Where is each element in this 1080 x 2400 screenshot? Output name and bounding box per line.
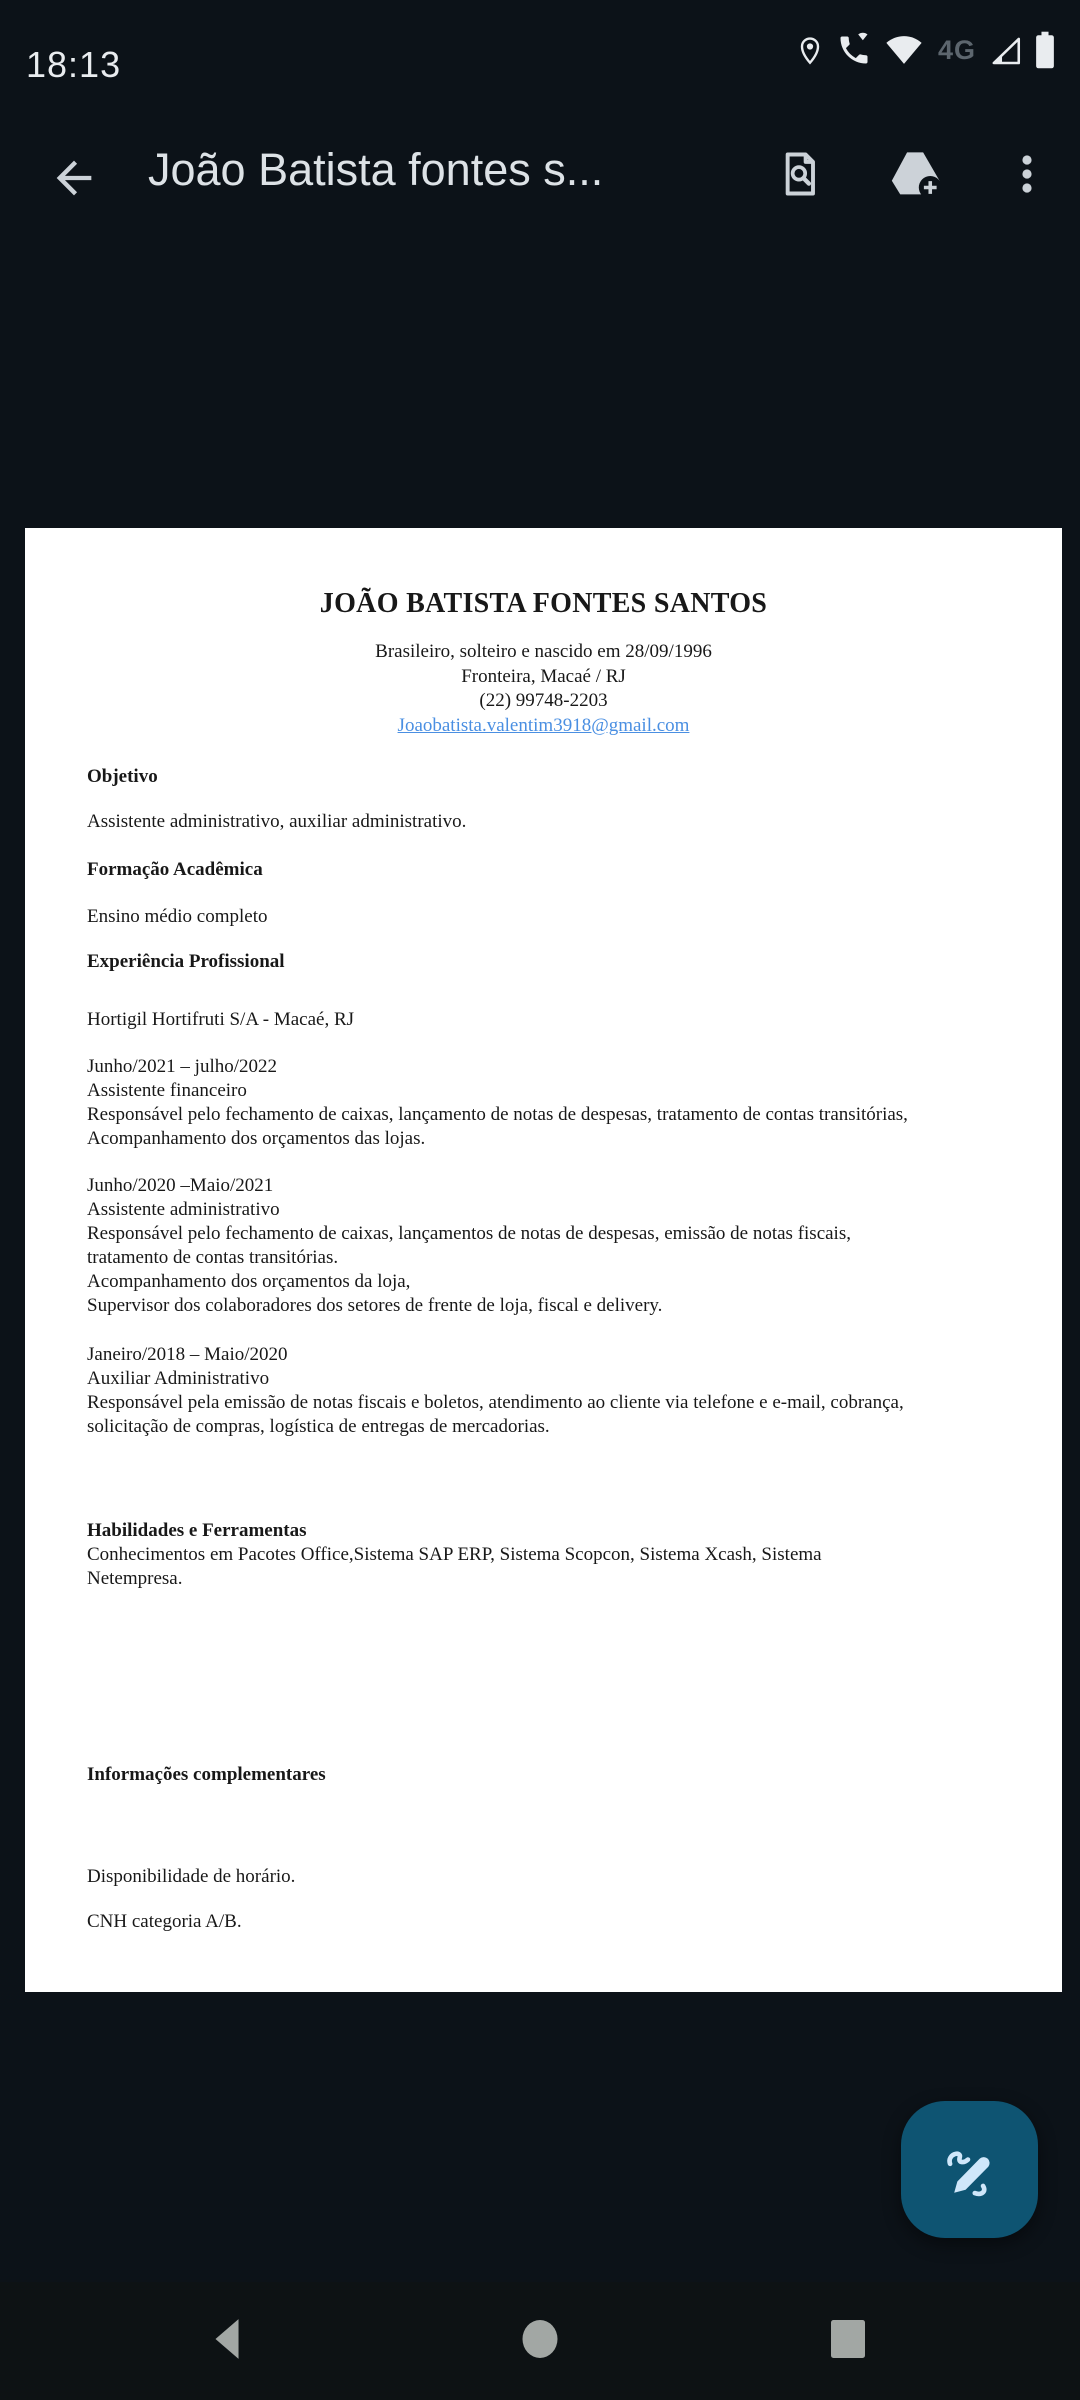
add-to-drive-button[interactable] — [888, 148, 944, 204]
job-role: Assistente financeiro — [87, 1080, 247, 1101]
clock: 18:13 — [26, 44, 122, 85]
section-heading-experiencia: Experiência Profissional — [87, 951, 285, 972]
contact-info — [25, 640, 1062, 738]
network-type-label: 4G — [937, 34, 976, 65]
document-page[interactable] — [25, 528, 1062, 1992]
battery-icon — [1034, 31, 1056, 69]
complementares-line: Disponibilidade de horário. — [87, 1866, 296, 1887]
nav-home-button[interactable] — [480, 2282, 600, 2400]
nav-back-icon — [209, 2317, 245, 2366]
job-role: Auxiliar Administrativo — [87, 1368, 270, 1389]
back-arrow-icon — [48, 191, 100, 208]
section-heading-formacao: Formação Acadêmica — [87, 859, 263, 880]
annotate-fab[interactable] — [901, 2101, 1038, 2238]
job-line: solicitação de compras, logística de entregas de mercadorias. — [87, 1416, 550, 1437]
skills-line: Netempresa. — [87, 1568, 183, 1589]
job-period: Junho/2020 –Maio/2021 — [87, 1175, 274, 1196]
job-line: Responsável pelo fechamento de caixas, lançamentos de notas de despesas, emissão de notas fiscais, — [87, 1223, 851, 1244]
job-line: Supervisor dos colaboradores dos setores de frente de loja, fiscal e delivery. — [87, 1295, 663, 1316]
scribble-pen-icon — [937, 2137, 1003, 2203]
contact-line: (22) 99748-2203 — [479, 690, 608, 711]
job-line: Responsável pelo fechamento de caixas, lançamento de notas de despesas, tratamento de contas transitórias, — [87, 1104, 908, 1125]
job-line: Acompanhamento dos orçamentos das lojas. — [87, 1128, 426, 1149]
contact-line: Fronteira, Macaé / RJ — [461, 665, 626, 687]
contact-line: Brasileiro, solteiro e nascido em 28/09/1996 — [375, 641, 712, 662]
status-icons — [795, 0, 1056, 100]
job-period: Janeiro/2018 – Maio/2020 — [87, 1344, 288, 1365]
job-period: Junho/2021 – julho/2022 — [87, 1056, 278, 1077]
job-entry — [87, 1174, 998, 1318]
formacao-body: Ensino médio completo — [87, 906, 268, 927]
add-to-drive-icon — [888, 148, 944, 205]
section-heading-objetivo: Objetivo — [87, 766, 158, 787]
section-heading-habilidades: Habilidades e Ferramentas — [87, 1520, 307, 1541]
app-bar — [0, 100, 1080, 252]
resume-name-heading: JOÃO BATISTA FONTES SANTOS — [319, 588, 768, 619]
location-icon — [795, 33, 825, 67]
skills-section — [87, 1519, 998, 1591]
company-line: Hortigil Hortifruti S/A - Macaé, RJ — [87, 1009, 355, 1030]
nav-recents-icon — [830, 2319, 866, 2364]
job-entry — [87, 1343, 998, 1439]
objetivo-body: Assistente administrativo, auxiliar administrativo. — [87, 811, 467, 832]
email-link[interactable]: Joaobatista.valentim3918@gmail.com — [397, 714, 690, 736]
nav-back-button[interactable] — [167, 2282, 287, 2400]
status-bar — [0, 0, 1080, 100]
system-navigation-bar — [0, 2282, 1080, 2400]
wifi-icon — [883, 33, 925, 67]
nav-recents-button[interactable] — [788, 2282, 908, 2400]
job-line: Responsável pela emissão de notas fiscais e boletos, atendimento ao cliente via telefone e e-mail, cobrança, — [87, 1392, 904, 1413]
find-in-document-button[interactable] — [772, 148, 828, 204]
document-title-bar: João Batista fontes s... — [148, 144, 604, 195]
find-in-document-icon — [774, 148, 826, 205]
complementares-line: CNH categoria A/B. — [87, 1911, 242, 1932]
signal-icon — [989, 33, 1023, 67]
section-heading-complementares: Informações complementares — [87, 1764, 326, 1785]
job-line: tratamento de contas transitórias. — [87, 1247, 339, 1268]
overflow-menu-button[interactable] — [999, 148, 1055, 204]
nav-home-icon — [521, 2319, 559, 2364]
job-line: Acompanhamento dos orçamentos da loja, — [87, 1271, 411, 1292]
wifi-calling-icon — [836, 32, 872, 68]
job-role: Assistente administrativo — [87, 1199, 280, 1220]
back-button[interactable] — [48, 152, 100, 204]
job-entry — [87, 1055, 998, 1151]
skills-line: Conhecimentos em Pacotes Office,Sistema SAP ERP, Sistema Scopcon, Sistema Xcash, Sistema — [87, 1544, 822, 1565]
overflow-menu-icon — [1003, 150, 1051, 203]
